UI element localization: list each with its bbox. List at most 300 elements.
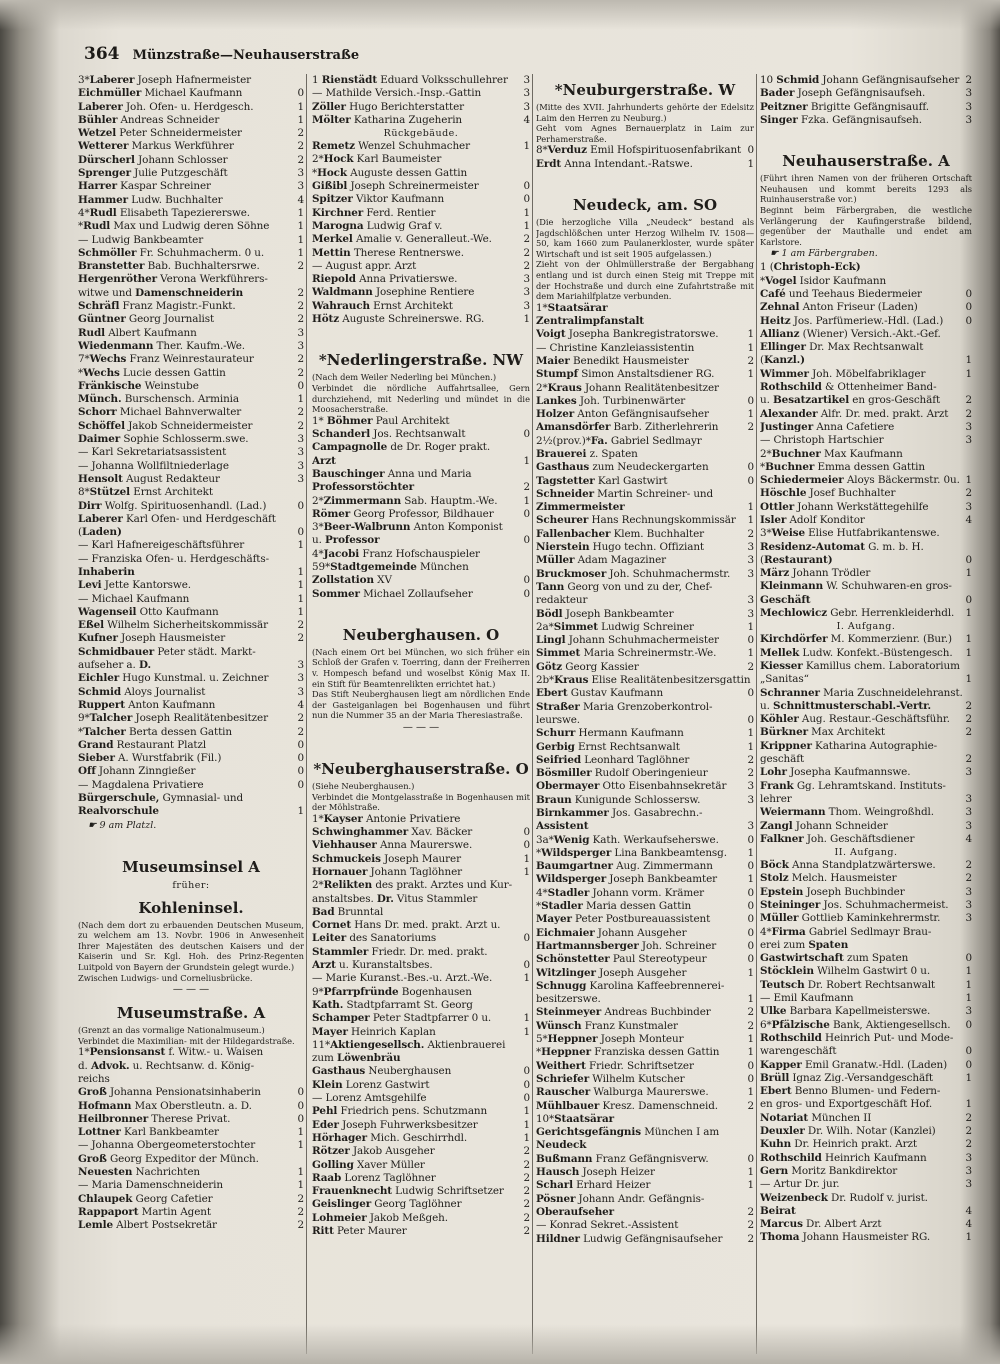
floor-number: 1 <box>747 157 754 170</box>
entry-text: Kuhn Dr. Heinrich prakt. Arzt <box>760 1138 917 1151</box>
floor-number: 0 <box>747 634 754 647</box>
entry-text: Professorstöchter <box>312 481 415 494</box>
entry-text: — Johanna Wollfiltniederlage <box>78 459 229 472</box>
entry-text: geschäft <box>760 753 805 766</box>
entry-text: — Marie Kuranst.-Bes.-u. Arzt.-We. <box>312 972 493 985</box>
directory-entry <box>536 887 754 900</box>
subsection-label: II. Aufgang. <box>834 847 898 859</box>
directory-entry <box>78 526 304 539</box>
floor-number: 1 <box>747 1179 754 1192</box>
directory-entry <box>78 1060 304 1073</box>
directory-entry <box>536 1179 754 1192</box>
entry-text: anstaltsbes. Dr. Vitus Stammler <box>312 892 478 905</box>
directory-entry <box>536 1126 754 1139</box>
directory-entry <box>78 593 304 606</box>
directory-entry <box>536 1139 754 1152</box>
entry-text: Wünsch Franz Kunstmaler <box>536 1019 678 1032</box>
directory-entry <box>312 193 530 206</box>
directory-entry <box>78 699 304 712</box>
directory-entry <box>760 341 972 354</box>
entry-text: Gerichtsgefängnis München I am <box>536 1126 720 1139</box>
floor-number: 0 <box>523 587 530 600</box>
floor-number: 1 <box>297 246 304 259</box>
column-3 <box>536 74 754 1359</box>
entry-text: Eichmaier Johann Ausgeher <box>536 926 687 939</box>
floor-number: 0 <box>747 1059 754 1072</box>
entry-text: Schurr Hermann Kaufmann <box>536 727 684 740</box>
directory-entry <box>312 1198 530 1211</box>
floor-number: 0 <box>297 526 304 539</box>
directory-entry <box>760 275 972 288</box>
entry-text: besitzerswe. <box>536 993 601 1006</box>
floor-number: 1 <box>747 341 754 354</box>
entry-text: Hörhager Mich. Geschirrhdl. <box>312 1131 468 1144</box>
floor-number: 0 <box>523 1092 530 1105</box>
entry-text: Sieber A. Wurstfabrik (Fil.) <box>78 752 222 765</box>
entry-text: Arzt <box>312 454 336 467</box>
directory-entry <box>536 807 754 820</box>
entry-text: Kiesser Kamillus chem. Laboratorium <box>760 659 960 672</box>
directory-entry <box>760 114 972 127</box>
directory-entry <box>312 74 530 87</box>
floor-number: 3 <box>523 100 530 113</box>
entry-text: Wahrauch Ernst Architekt <box>312 299 453 312</box>
directory-entry <box>312 1092 530 1105</box>
entry-text: Chlaupek Georg Cafetier <box>78 1192 213 1205</box>
directory-entry <box>536 158 754 171</box>
directory-entry <box>78 659 304 672</box>
directory-entry <box>760 1125 972 1138</box>
entry-text: Klein Lorenz Gastwirt <box>312 1078 430 1091</box>
floor-number: 2 <box>297 725 304 738</box>
directory-entry <box>536 475 754 488</box>
directory-entry <box>536 342 754 355</box>
street-heading: Museumsinsel A <box>122 857 260 876</box>
subsection-label: Rückgebäude. <box>383 128 459 140</box>
floor-number: 3 <box>297 326 304 339</box>
entry-text: Sprenger Julie Putzgeschäft <box>78 167 228 180</box>
floor-number: 2 <box>523 233 530 246</box>
directory-entry <box>536 940 754 953</box>
page-header <box>84 44 504 68</box>
entry-text: 1*Pensionsanst f. Witw.- u. Waisen <box>78 1046 264 1059</box>
floor-number: 1 <box>297 592 304 605</box>
directory-entry <box>760 886 972 899</box>
floor-number: 3 <box>965 500 972 513</box>
floor-number: 2 <box>747 1205 754 1218</box>
street-note: Geht vom Agnes Bernauerplatz in Laim zur Perhamerstraße. <box>536 123 754 144</box>
directory-entry <box>536 435 754 448</box>
directory-entry <box>536 687 754 700</box>
entry-text: Steininger Jos. Schuhmachermeist. <box>760 899 949 911</box>
entry-text: Gastwirtschaft zum Spaten <box>760 952 909 965</box>
entry-text: Deuxler Dr. Wilh. Notar (Kanzlei) <box>760 1125 936 1138</box>
directory-entry <box>760 1192 972 1205</box>
floor-number: 0 <box>747 713 754 726</box>
floor-number: 3 <box>965 434 972 447</box>
entry-text: Eichmüller Michael Kaufmann <box>78 87 243 100</box>
floor-number: 1 <box>297 393 304 406</box>
cross-reference-pointer: ☛ 1 am Färbergraben. <box>770 248 878 260</box>
floor-number: 0 <box>965 1045 972 1058</box>
floor-number: 1 <box>297 539 304 552</box>
directory-entry <box>760 992 972 1005</box>
directory-entry <box>760 1072 972 1085</box>
column-4 <box>760 74 972 1359</box>
floor-number: 2 <box>297 127 304 140</box>
directory-entry <box>536 980 754 993</box>
directory-entry <box>312 1012 530 1025</box>
floor-number: 3 <box>747 607 754 620</box>
directory-entry <box>760 965 972 978</box>
entry-text: Simmet Maria Schreinermstr.-We. <box>536 647 717 660</box>
entry-text: Heitz Jos. Parfümeriew.-Hdl. (Lad.) <box>760 314 944 327</box>
entry-text: 11*Aktiengesellsch. Aktienbrauerei <box>312 1038 506 1051</box>
floor-number: 1 <box>523 1025 530 1038</box>
entry-text: Mechlowicz Gebr. Herrenkleiderhdl. <box>760 607 955 620</box>
entry-text: Eichler Hugo Kunstmal. u. Zeichner <box>78 672 269 685</box>
floor-number: 1 <box>523 454 530 467</box>
directory-entry <box>78 1153 304 1166</box>
floor-number: 2 <box>747 1019 754 1032</box>
directory-entry <box>536 860 754 873</box>
entry-text: Bösmiller Rudolf Oberingenieur <box>536 767 708 780</box>
entry-text: 2½(prov.)*Fa. Gabriel Sedlmayr <box>536 434 702 447</box>
floor-number: 2 <box>747 1219 754 1232</box>
entry-text: Götz Georg Kassier <box>536 660 639 673</box>
entry-text: 2*Relikten des prakt. Arztes und Kur- <box>312 879 513 892</box>
entry-text: Lohmeier Jakob Meßgeh. <box>312 1211 448 1224</box>
page-top-shadow <box>0 0 1000 30</box>
floor-number: 1 <box>297 1179 304 1192</box>
directory-entry <box>78 1073 304 1086</box>
directory-entry <box>312 508 530 521</box>
street-note: (Die herzogliche Villa „Neudeck“ bestand als Jagdschlößchen unter Herzog Wilhelm IV. 1508—50, kam 1660 zum Paulanerkloster, wurde später Wirtschaft und ist seit 1905 aufgelassen.) <box>536 216 754 259</box>
entry-text: Hildner Ludwig Gefängnisaufseher <box>536 1232 723 1245</box>
floor-number: 1 <box>523 1105 530 1118</box>
floor-number: 1 <box>965 474 972 487</box>
floor-number: 2 <box>297 632 304 645</box>
entry-text: Lankes Joh. Turbinenwärter <box>536 394 686 407</box>
directory-entry <box>760 101 972 114</box>
directory-entry <box>760 394 972 407</box>
directory-entry <box>78 167 304 180</box>
entry-text: Gern Moritz Bankdirektor <box>760 1164 898 1177</box>
directory-entry <box>536 488 754 501</box>
entry-text: 1* Böhmer Paul Architekt <box>312 414 450 427</box>
entry-text: Allianz (Wiener) Versich.-Akt.-Gef. <box>760 327 941 340</box>
entry-text: Justinger Anna Cafetiere <box>760 420 895 433</box>
floor-number: 2 <box>965 713 972 726</box>
floor-number: 0 <box>297 1099 304 1112</box>
entry-text: 10*Staatsärar <box>536 1112 614 1125</box>
floor-number: 1 <box>297 220 304 233</box>
directory-entry <box>312 140 530 153</box>
directory-entry <box>536 541 754 554</box>
entry-text: Schmid Aloys Journalist <box>78 685 206 698</box>
entry-text: — Magdalena Privatiere <box>78 778 204 791</box>
floor-number: 1 <box>523 219 530 232</box>
entry-text: zum Löwenbräu <box>312 1052 401 1065</box>
directory-entry <box>536 967 754 980</box>
entry-text: Marogna Ludwig Graf v. <box>312 219 443 232</box>
directory-entry <box>760 381 972 394</box>
entry-text: Mühlbauer Kresz. Damenschneid. <box>536 1099 718 1112</box>
entry-text: Rudl Albert Kaufmann <box>78 326 197 339</box>
entry-text: Isler Adolf Konditor <box>760 513 865 526</box>
directory-entry <box>312 481 530 494</box>
directory-entry <box>536 328 754 341</box>
floor-number: 3 <box>965 792 972 805</box>
floor-number: 2 <box>523 1185 530 1198</box>
floor-number: 3 <box>747 541 754 554</box>
entry-text: Ellinger Dr. Max Rechtsanwalt <box>760 341 924 354</box>
directory-entry <box>760 872 972 885</box>
entry-text: aufseher a. D. <box>78 659 151 672</box>
directory-entry <box>312 180 530 193</box>
directory-entry <box>312 946 530 959</box>
floor-number: 0 <box>965 952 972 965</box>
entry-text: Laberer Joh. Ofen- u. Herdgesch. <box>78 100 254 113</box>
entry-text: Eder Joseph Fuhrwerksbesitzer <box>312 1118 478 1131</box>
floor-number: 1 <box>965 567 972 580</box>
directory-entry <box>312 932 530 945</box>
directory-entry <box>312 428 530 441</box>
floor-number: 2 <box>297 619 304 632</box>
entry-text: Bürgerschule, Gymnasial- und <box>78 792 244 805</box>
floor-number: 0 <box>965 301 972 314</box>
floor-number: 2 <box>523 259 530 272</box>
floor-number: 2 <box>297 1205 304 1218</box>
floor-number: 3 <box>523 273 530 286</box>
entry-text: Münch. Burschensch. Arminia <box>78 393 240 406</box>
directory-entry <box>78 726 304 739</box>
floor-number: 2 <box>523 1145 530 1158</box>
floor-number: 3 <box>747 780 754 793</box>
entry-text: (Laden) <box>78 526 122 539</box>
floor-number: 1 <box>297 565 304 578</box>
floor-number: 1 <box>747 514 754 527</box>
floor-number: 1 <box>747 1086 754 1099</box>
floor-number: 0 <box>747 913 754 926</box>
entry-text: d. Advok. u. Rechtsanw. d. König- <box>78 1059 255 1072</box>
floor-number: 1 <box>297 206 304 219</box>
floor-number: 3 <box>523 74 530 86</box>
directory-entry <box>760 1098 972 1111</box>
street-note: (Nach einem Ort bei München, wo sich früher ein Schloß der Grafen v. Toerring, dann der Freiherren v. Hompesch befand und woselbst König Max II. ein Stift für Beamtenrelikten errichtet hat.) <box>312 646 530 689</box>
directory-entry <box>78 1086 304 1099</box>
floor-number: 1 <box>747 740 754 753</box>
entry-text: Zehnal Anton Friseur (Laden) <box>760 301 918 314</box>
entry-text: 8*Stützel Ernst Architekt <box>78 486 213 499</box>
entry-text: Realvorschule <box>78 805 159 818</box>
entry-text: Schranner Maria Zuschneidelehranst. <box>760 686 963 699</box>
entry-text: 3a*Wenig Kath. Werkaufseherswe. <box>536 833 719 846</box>
floor-number: 4 <box>297 698 304 711</box>
floor-number: 2 <box>747 1006 754 1019</box>
directory-entry <box>760 1019 972 1032</box>
directory-entry <box>760 979 972 992</box>
floor-number: 0 <box>747 926 754 939</box>
floor-number: 2 <box>965 1138 972 1151</box>
entry-text: Krippner Katharina Autographie- <box>760 739 938 752</box>
entry-text: Amansdörfer Barb. Zitherlehrerin <box>536 421 719 434</box>
spacer <box>536 171 754 189</box>
floor-number: 2 <box>297 1192 304 1205</box>
entry-text: Inhaberin <box>78 565 135 578</box>
entry-text: — Lorenz Amtsgehilfe <box>312 1092 427 1105</box>
entry-text: Schiedermeier Aloys Bäckermstr. 0u. <box>760 474 960 487</box>
directory-entry <box>312 906 530 919</box>
floor-number: 1 <box>747 620 754 633</box>
floor-number: 1 <box>747 993 754 1006</box>
floor-number: 2 <box>965 1125 972 1138</box>
directory-entry <box>78 313 304 326</box>
floor-number: 0 <box>297 499 304 512</box>
entry-text: 1*Kayser Antonie Privatiere <box>312 812 461 825</box>
entry-text: Seifried Leonhard Taglöhner <box>536 753 690 766</box>
directory-entry <box>78 500 304 513</box>
directory-entry <box>312 893 530 906</box>
entry-text: Römer Georg Professor, Bildhauer <box>312 507 494 520</box>
entry-text: Daimer Sophie Schlosserm.swe. <box>78 433 249 446</box>
entry-text: — Mathilde Versich.-Insp.-Gattin <box>312 87 482 100</box>
directory-entry <box>536 834 754 847</box>
directory-entry <box>78 1219 304 1232</box>
entry-text: Falkner Joh. Geschäftsdiener <box>760 832 915 845</box>
directory-entry <box>760 594 972 607</box>
floor-number: 2 <box>747 767 754 780</box>
entry-text: Stumpf Simon Anstaltsdiener RG. <box>536 368 715 381</box>
entry-text: Witzlinger Joseph Ausgeher <box>536 966 687 979</box>
floor-number: 3 <box>297 659 304 672</box>
floor-number: 1 <box>297 100 304 113</box>
directory-entry <box>78 247 304 260</box>
entry-text: Schanderl Jos. Rechtsanwalt <box>312 428 466 441</box>
entry-text: Schönstetter Paul Stereotypeur <box>536 953 707 966</box>
directory-entry <box>536 714 754 727</box>
floor-number: 1 <box>965 1071 972 1084</box>
entry-text: Baumgartner Aug. Zimmermann <box>536 860 713 873</box>
entry-text: *Stadler Maria dessen Gattin <box>536 900 692 913</box>
floor-number: 3 <box>297 685 304 698</box>
directory-entry <box>78 87 304 100</box>
floor-number: 2 <box>747 354 754 367</box>
floor-number: 0 <box>523 574 530 587</box>
directory-entry <box>312 233 530 246</box>
floor-number: 3 <box>747 793 754 806</box>
directory-entry <box>312 1065 530 1078</box>
entry-text: Lohr Josepha Kaufmannswe. <box>760 766 911 779</box>
entry-text: Rappaport Martin Agent <box>78 1205 211 1218</box>
directory-entry <box>760 567 972 580</box>
entry-text: Groß Johanna Pensionatsinhaberin <box>78 1086 261 1099</box>
directory-entry <box>760 633 972 646</box>
directory-entry <box>312 826 530 839</box>
entry-text: 5*Heppner Joseph Monteur <box>536 1033 684 1046</box>
entry-text: 9*Pfarrpfründe Bogenhausen <box>312 985 472 998</box>
entry-text: 4*Firma Gabriel Sedlmayr Brau- <box>760 925 932 938</box>
directory-entry <box>312 455 530 468</box>
floor-number: 0 <box>747 939 754 952</box>
entry-text: Stolz Melch. Hausmeister <box>760 872 897 885</box>
directory-entry <box>760 87 972 100</box>
floor-number: 3 <box>965 819 972 832</box>
entry-text: 2*Zimmermann Sab. Hauptm.-We. <box>312 494 498 507</box>
floor-number: 1 <box>747 1166 754 1179</box>
entry-text: 4*Stadler Johann vorm. Krämer <box>536 886 704 899</box>
floor-number: 1 <box>965 1098 972 1111</box>
street-heading: *Nederlingerstraße. NW <box>318 351 524 370</box>
directory-entry <box>312 1145 530 1158</box>
floor-number: 1 <box>297 1126 304 1139</box>
directory-entry <box>78 1046 304 1059</box>
entry-text: Campagnolle de Dr. Roger prakt. <box>312 441 491 454</box>
directory-entry <box>78 1166 304 1179</box>
directory-entry <box>760 1005 972 1018</box>
entry-text: Schamper Peter Stadtpfarrer 0 u. <box>312 1012 492 1025</box>
entry-text: 2a*Simmet Ludwig Schreiner <box>536 620 694 633</box>
floor-number: 0 <box>523 428 530 441</box>
column-2 <box>312 74 530 1359</box>
directory-entry <box>78 194 304 207</box>
entry-text: 2*Buchner Max Kaufmann <box>760 447 903 460</box>
directory-entry <box>312 1079 530 1092</box>
entry-text: 6*Pfälzische Bank, Aktiengesellsch. <box>760 1018 951 1031</box>
entry-text: Tann Georg von und zu der, Chef- <box>536 580 713 593</box>
entry-text: 4*Jacobi Franz Hofschauspieler <box>312 547 480 560</box>
directory-entry <box>312 919 530 932</box>
entry-text: Pösner Johann Andr. Gefängnis- <box>536 1192 705 1205</box>
directory-entry <box>78 180 304 193</box>
floor-number: 0 <box>747 394 754 407</box>
floor-number: 0 <box>965 287 972 300</box>
floor-number: 0 <box>297 1086 304 1099</box>
street-note: Verbindet die Maximilian- mit der Hildegardstraße. <box>78 1035 295 1046</box>
directory-entry <box>760 421 972 434</box>
directory-entry <box>536 993 754 1006</box>
floor-number: 2 <box>965 407 972 420</box>
directory-entry <box>760 1231 972 1244</box>
entry-text: Steinmeyer Andreas Buchbinder <box>536 1006 711 1019</box>
directory-entry <box>536 1233 754 1246</box>
entry-text: Ruppert Anton Kaufmann <box>78 698 216 711</box>
entry-text: Neuesten Nachrichten <box>78 1166 201 1179</box>
floor-number: 1 <box>523 1131 530 1144</box>
floor-number: 3 <box>297 459 304 472</box>
floor-number: 0 <box>747 144 754 157</box>
directory-entry <box>312 839 530 852</box>
entry-text: Bauschinger Anna und Maria <box>312 467 472 480</box>
entry-text: Fallenbacher Klem. Buchhalter <box>536 527 705 540</box>
street-heading: *Neuberghauserstraße. O <box>313 760 529 779</box>
floor-number: 3 <box>965 1164 972 1177</box>
entry-text: Geschäft <box>760 593 811 606</box>
floor-number: 3 <box>747 820 754 833</box>
directory-entry <box>536 355 754 368</box>
entry-text: redakteur <box>536 594 588 607</box>
directory-entry <box>78 367 304 380</box>
directory-entry <box>760 1138 972 1151</box>
entry-text: Raab Lorenz Taglöhner <box>312 1171 436 1184</box>
directory-entry <box>312 1052 530 1065</box>
entry-text: Höschle Josef Buchhalter <box>760 487 896 500</box>
entry-text: Rauscher Walburga Maurerswe. <box>536 1086 709 1099</box>
floor-number: 2 <box>297 140 304 153</box>
directory-entry <box>536 514 754 527</box>
entry-text: 3*Weise Elise Hutfabrikantenswe. <box>760 527 940 540</box>
floor-number: 1 <box>523 313 530 326</box>
